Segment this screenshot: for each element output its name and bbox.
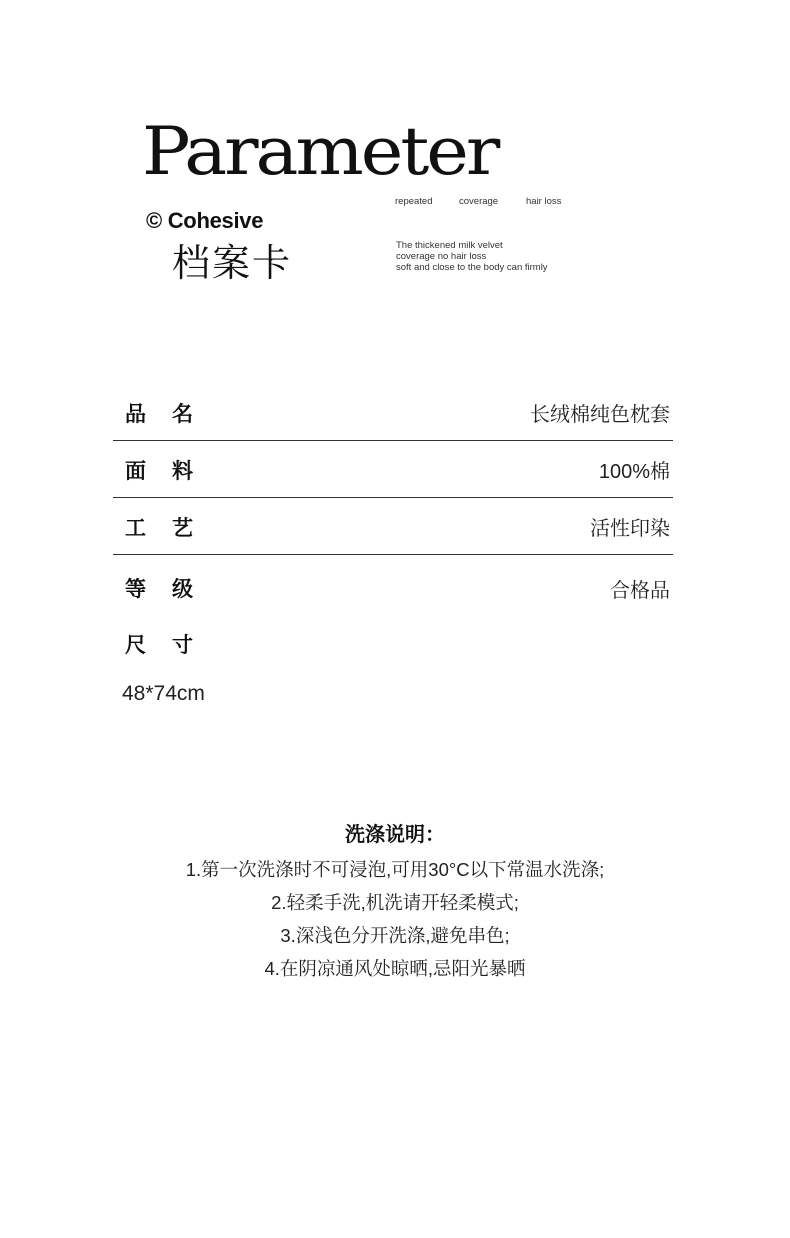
spec-value-size: 48*74cm [122, 682, 205, 705]
card-title: 档案卡 [172, 243, 293, 285]
spec-label: 等级 [125, 578, 219, 601]
spec-label: 尺寸 [125, 634, 219, 657]
spec-row-fabric [113, 442, 673, 498]
description-line: soft and close to the body can firmly [396, 262, 548, 273]
product-description [396, 240, 548, 273]
page-title: Parameter [142, 112, 498, 190]
spec-value: 合格品 [610, 579, 670, 602]
washing-line: 1.第一次洗涤时不可浸泡,可用30°C以下常温水洗涤; [185, 859, 605, 880]
spec-row-name [113, 385, 673, 441]
washing-title: 洗涤说明： [345, 824, 445, 846]
description-line: The thickened milk velvet [396, 240, 503, 251]
washing-line: 2.轻柔手洗,机洗请开轻柔模式; [271, 892, 519, 913]
spec-row-grade [113, 560, 673, 616]
spec-label: 工艺 [125, 516, 219, 540]
tag-repeated: repeated [395, 196, 433, 207]
brand-name: © Cohesive [146, 208, 264, 233]
spec-row-craft [113, 499, 673, 555]
washing-instructions [0, 820, 790, 986]
spec-row-size [113, 616, 673, 672]
spec-value: 活性印染 [590, 518, 670, 540]
tag-coverage: coverage [459, 196, 499, 207]
spec-value: 长绒棉纯色枕套 [530, 404, 670, 426]
tag-hair-loss: hair loss [526, 196, 562, 207]
washing-line: 4.在阴凉通风处晾晒,忌阳光暴晒 [264, 958, 526, 979]
spec-label: 面料 [125, 459, 219, 483]
washing-line: 3.深浅色分开洗涤,避免串色; [280, 925, 510, 946]
spec-value: 100%棉 [598, 461, 670, 483]
spec-label: 品名 [125, 402, 219, 426]
description-line: coverage no hair loss [396, 251, 487, 262]
